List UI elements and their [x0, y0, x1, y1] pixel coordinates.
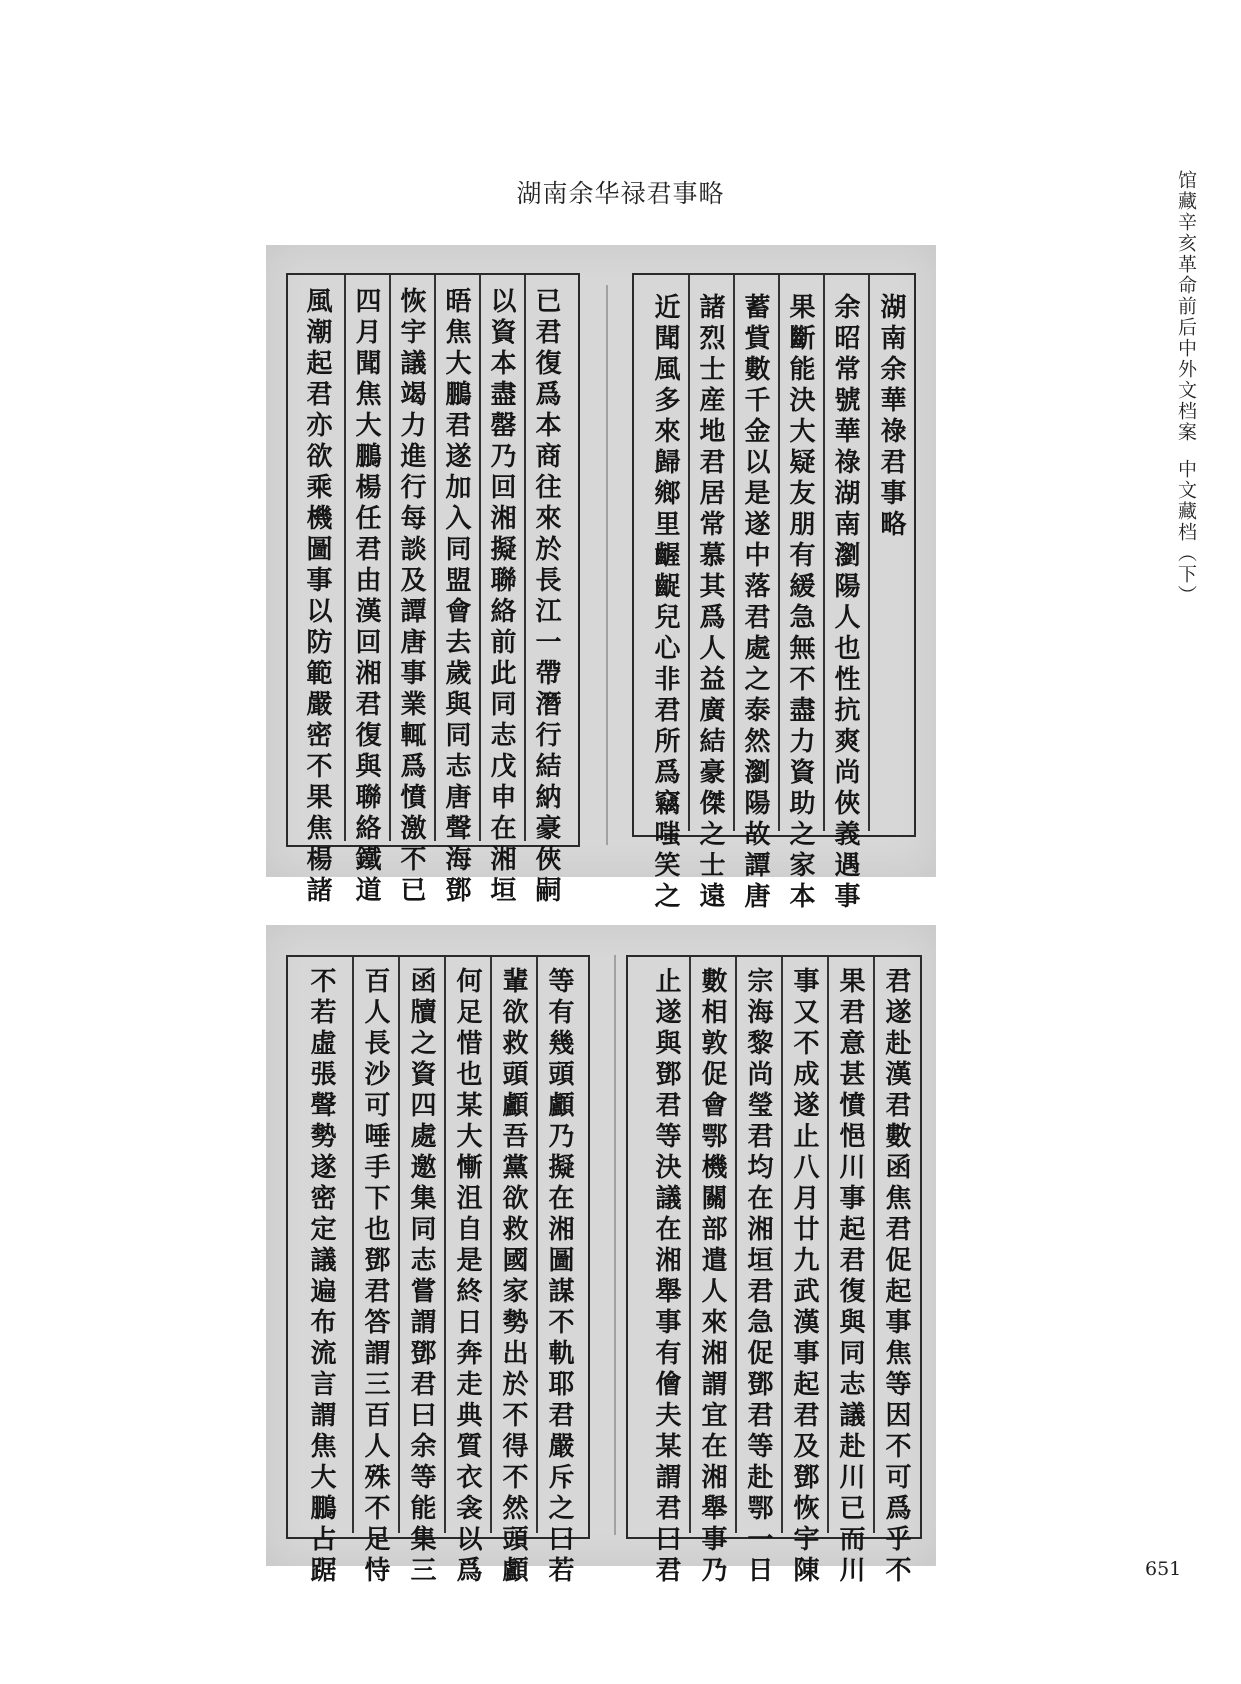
manuscript-column: 數相敦促會鄂機關部遣人來湘謂宜在湘舉事乃	[697, 967, 727, 1587]
column-rule	[479, 275, 481, 841]
column-rule	[827, 957, 829, 1533]
column-rule	[490, 957, 492, 1533]
manuscript-column: 等有幾頭顱乃擬在湘圖謀不軌耶君嚴斥之曰若	[544, 967, 574, 1587]
column-rule	[524, 275, 526, 841]
manuscript-column: 湖南余華祿君事略	[876, 293, 906, 541]
running-header-volume: 中文藏档（下）	[1175, 459, 1197, 606]
manuscript-column: 宗海黎尚瑩君均在湘垣君急促鄧君等赴鄂一日	[743, 967, 773, 1587]
column-rule	[689, 957, 691, 1533]
manuscript-column: 以資本盡罄乃回湘擬聯絡前此同志戊申在湘垣	[486, 287, 516, 907]
manuscript-column: 君遂赴漢君數函焦君促起事焦等因不可爲乎不	[881, 967, 911, 1587]
manuscript-column: 函牘之資四處邀集同志嘗謂鄧君曰余等能集三	[406, 967, 436, 1587]
column-rule	[873, 957, 875, 1533]
manuscript-column: 余昭常號華祿湖南瀏陽人也性抗爽尚俠義遇事	[830, 293, 860, 913]
manuscript-column: 果君意甚憤悒川事起君復與同志議赴川已而川	[835, 967, 865, 1587]
manuscript-column: 輩欲救頭顱吾黨欲救國家勢出於不得不然頭顱	[498, 967, 528, 1587]
manuscript-column: 何足惜也某大慚沮自是終日奔走典質衣衾以爲	[452, 967, 482, 1587]
column-rule	[823, 275, 825, 831]
manuscript-column: 恢宇議竭力進行每談及譚唐事業輒爲憤激不已	[396, 287, 426, 907]
running-header-collection: 馆藏辛亥革命前后中外文档案	[1175, 170, 1197, 443]
column-rule	[868, 275, 870, 831]
scanned-manuscript-image-1	[266, 245, 936, 913]
page-fold-shadow	[606, 285, 608, 845]
manuscript-column: 已君復爲本商往來於長江一帶潛行結納豪俠嗣	[531, 287, 561, 907]
manuscript-column: 百人長沙可唾手下也鄧君答謂三百人殊不足恃	[360, 967, 390, 1587]
manuscript-column: 風潮起君亦欲乘機圖事以防範嚴密不果焦楊諸	[302, 287, 332, 907]
manuscript-column: 近聞風多來歸鄉里齷齪兒心非君所爲竊嗤笑之	[650, 293, 680, 913]
page-title: 湖南余华禄君事略	[516, 179, 725, 208]
manuscript-column: 不若虛張聲勢遂密定議遍布流言謂焦大鵬占踞	[306, 967, 336, 1587]
column-rule	[735, 957, 737, 1533]
manuscript-column: 止遂與鄧君等決議在湘舉事有儈夫某謂君曰君	[651, 967, 681, 1587]
column-rule	[688, 275, 690, 831]
column-rule	[398, 957, 400, 1533]
column-rule	[344, 275, 346, 841]
page-fold-shadow	[614, 955, 616, 1535]
column-rule	[444, 957, 446, 1533]
column-rule	[352, 957, 354, 1533]
manuscript-column: 果斷能決大疑友朋有緩急無不盡力資助之家本	[785, 293, 815, 913]
manuscript-column: 四月聞焦大鵬楊任君由漢回湘君復與聯絡鐵道	[351, 287, 381, 907]
page-number: 651	[1145, 1558, 1182, 1580]
manuscript-column: 蓄貲數千金以是遂中落君處之泰然瀏陽故譚唐	[740, 293, 770, 913]
manuscript-column: 事又不成遂止八月廿九武漢事起君及鄧恢宇陳	[789, 967, 819, 1587]
manuscript-column: 諸烈士産地君居常慕其爲人益廣結豪傑之士遠	[695, 293, 725, 913]
column-rule	[778, 275, 780, 831]
manuscript-column: 晤焦大鵬君遂加入同盟會去歲與同志唐聲海鄧	[441, 287, 471, 907]
column-rule	[781, 957, 783, 1533]
running-header	[1155, 170, 1195, 606]
column-rule	[536, 957, 538, 1533]
column-rule	[434, 275, 436, 841]
scanned-manuscript-image-2	[266, 925, 936, 1587]
column-rule	[389, 275, 391, 841]
column-rule	[733, 275, 735, 831]
